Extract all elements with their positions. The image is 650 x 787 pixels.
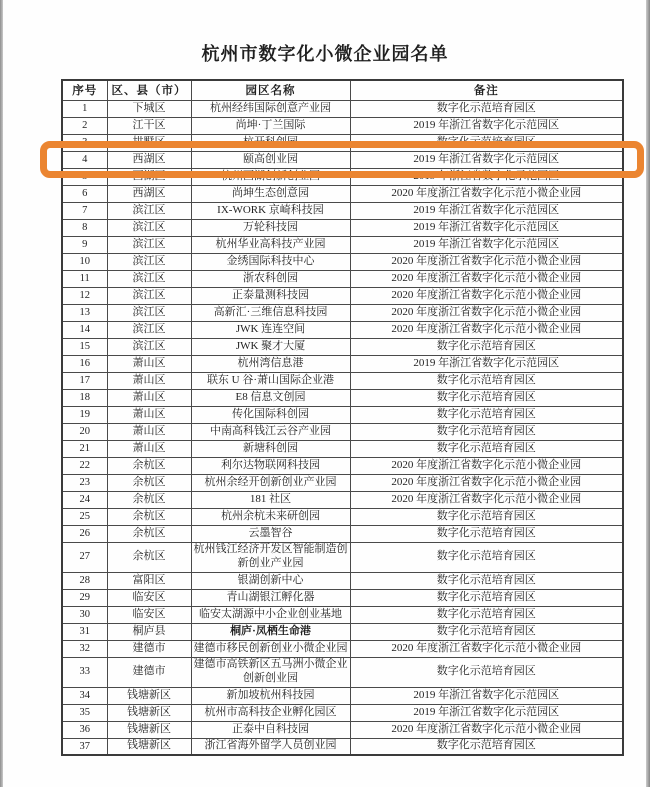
- cell-seq: 3: [62, 134, 107, 151]
- cell-seq: 1: [62, 100, 107, 117]
- page-title: 杭州市数字化小微企业园名单: [201, 44, 449, 64]
- header-park: 园区名称: [191, 80, 350, 100]
- cell-remark: 数字化示范培育园区: [350, 572, 623, 589]
- cell-seq: 8: [62, 219, 107, 236]
- table-row: [62, 287, 623, 304]
- cell-district: 西湖区: [107, 151, 191, 168]
- cell-district: 余杭区: [107, 542, 191, 572]
- cell-district: 西湖区: [107, 185, 191, 202]
- cell-seq: 7: [62, 202, 107, 219]
- cell-district: 萧山区: [107, 423, 191, 440]
- cell-district: 滨江区: [107, 338, 191, 355]
- table-row: [62, 202, 623, 219]
- cell-park: 浙农科创园: [191, 270, 350, 287]
- cell-seq: 20: [62, 423, 107, 440]
- cell-park: 杭州西湖创新创业园: [191, 168, 350, 185]
- table-row: [62, 253, 623, 270]
- cell-district: 临安区: [107, 589, 191, 606]
- table-row: [62, 270, 623, 287]
- cell-remark: 2020 年度浙江省数字化示范小微企业园: [350, 270, 623, 287]
- table-row: [62, 423, 623, 440]
- cell-district: 富阳区: [107, 572, 191, 589]
- cell-district: 余杭区: [107, 457, 191, 474]
- table-row: [62, 372, 623, 389]
- cell-district: 滨江区: [107, 236, 191, 253]
- cell-remark: 2020 年度浙江省数字化示范小微企业园: [350, 253, 623, 270]
- cell-seq: 25: [62, 508, 107, 525]
- table-row: [62, 572, 623, 589]
- cell-park: IX-WORK 京崎科技园: [191, 202, 350, 219]
- cell-remark: 数字化示范培育园区: [350, 372, 623, 389]
- table-row: [62, 151, 623, 168]
- cell-remark: 数字化示范培育园区: [350, 423, 623, 440]
- cell-park: 青山湖银江孵化器: [191, 589, 350, 606]
- cell-remark: 数字化示范培育园区: [350, 338, 623, 355]
- cell-remark: 2020 年度浙江省数字化示范小微企业园: [350, 491, 623, 508]
- cell-district: 钱塘新区: [107, 687, 191, 704]
- cell-park: 尚坤生态创意园: [191, 185, 350, 202]
- cell-seq: 28: [62, 572, 107, 589]
- table-row: [62, 738, 623, 755]
- cell-seq: 18: [62, 389, 107, 406]
- cell-seq: 2: [62, 117, 107, 134]
- table-row: [62, 338, 623, 355]
- cell-district: 滨江区: [107, 287, 191, 304]
- cell-district: 桐庐县: [107, 623, 191, 640]
- cell-remark: 数字化示范培育园区: [350, 389, 623, 406]
- cell-district: 萧山区: [107, 372, 191, 389]
- cell-remark: 2019 年浙江省数字化示范园区: [350, 202, 623, 219]
- cell-park: 云墨智谷: [191, 525, 350, 542]
- cell-park: 杭州余杭未来研创园: [191, 508, 350, 525]
- header-district: 区、县（市）: [107, 80, 191, 100]
- cell-remark: 数字化示范培育园区: [350, 623, 623, 640]
- cell-remark: 2020 年度浙江省数字化示范小微企业园: [350, 321, 623, 338]
- cell-district: 下城区: [107, 100, 191, 117]
- header-remark: 备注: [350, 80, 623, 100]
- table-row: [62, 304, 623, 321]
- cell-remark: 2020 年度浙江省数字化示范小微企业园: [350, 287, 623, 304]
- cell-seq: 16: [62, 355, 107, 372]
- cell-seq: 26: [62, 525, 107, 542]
- cell-district: 钱塘新区: [107, 704, 191, 721]
- table-row: [62, 542, 623, 572]
- parks-table: [61, 79, 624, 756]
- cell-remark: 2019 年浙江省数字化示范园区: [350, 117, 623, 134]
- cell-seq: 15: [62, 338, 107, 355]
- table-row: [62, 389, 623, 406]
- cell-park: 杭州钱江经济开发区智能制造创新创业产业园: [191, 542, 350, 572]
- cell-park: 新加坡杭州科技园: [191, 687, 350, 704]
- cell-district: 余杭区: [107, 508, 191, 525]
- cell-district: 余杭区: [107, 525, 191, 542]
- cell-district: 钱塘新区: [107, 721, 191, 738]
- cell-seq: 14: [62, 321, 107, 338]
- scan-edge-right: [646, 0, 650, 787]
- cell-seq: 34: [62, 687, 107, 704]
- cell-park: 杭州余经开创新创业产业园: [191, 474, 350, 491]
- cell-remark: 2020 年度浙江省数字化示范小微企业园: [350, 640, 623, 657]
- cell-remark: 数字化示范培育园区: [350, 525, 623, 542]
- cell-remark: 2020 年度浙江省数字化示范小微企业园: [350, 457, 623, 474]
- table-row: [62, 687, 623, 704]
- table-row: [62, 657, 623, 687]
- cell-remark: 数字化示范培育园区: [350, 100, 623, 117]
- cell-park: 高新汇·三维信息科技园: [191, 304, 350, 321]
- cell-remark: 数字化示范培育园区: [350, 406, 623, 423]
- cell-district: 拱墅区: [107, 134, 191, 151]
- table-row: [62, 508, 623, 525]
- cell-seq: 37: [62, 738, 107, 755]
- cell-park: 建德市高铁新区五马洲小微企业创新创业园: [191, 657, 350, 687]
- cell-remark: 2020 年度浙江省数字化示范小微企业园: [350, 304, 623, 321]
- cell-seq: 10: [62, 253, 107, 270]
- cell-park: 建德市移民创新创业小微企业园: [191, 640, 350, 657]
- table-row: [62, 491, 623, 508]
- cell-district: 滨江区: [107, 202, 191, 219]
- table-row: [62, 185, 623, 202]
- cell-district: 萧山区: [107, 406, 191, 423]
- cell-remark: 数字化示范培育园区: [350, 657, 623, 687]
- cell-remark: 2019 年浙江省数字化示范园区: [350, 151, 623, 168]
- cell-seq: 24: [62, 491, 107, 508]
- table-row: [62, 606, 623, 623]
- cell-seq: 31: [62, 623, 107, 640]
- cell-seq: 21: [62, 440, 107, 457]
- cell-remark: 2019 年浙江省数字化示范园区: [350, 168, 623, 185]
- cell-seq: 27: [62, 542, 107, 572]
- table-row: [62, 100, 623, 117]
- table-row: [62, 704, 623, 721]
- cell-district: 钱塘新区: [107, 738, 191, 755]
- cell-park: 新塘科创园: [191, 440, 350, 457]
- cell-remark: 2020 年度浙江省数字化示范小微企业园: [350, 474, 623, 491]
- cell-district: 滨江区: [107, 321, 191, 338]
- cell-park: 万轮科技园: [191, 219, 350, 236]
- cell-district: 萧山区: [107, 440, 191, 457]
- cell-park: 杭州湾信息港: [191, 355, 350, 372]
- table-row: [62, 640, 623, 657]
- header-row: [62, 80, 623, 100]
- table-row: [62, 355, 623, 372]
- cell-district: 西湖区: [107, 168, 191, 185]
- cell-park: 正泰量测科技园: [191, 287, 350, 304]
- cell-park: 正泰中自科技园: [191, 721, 350, 738]
- table-row: [62, 168, 623, 185]
- cell-seq: 17: [62, 372, 107, 389]
- table-row: [62, 589, 623, 606]
- cell-remark: 数字化示范培育园区: [350, 134, 623, 151]
- cell-park: 利尔达物联网科技园: [191, 457, 350, 474]
- cell-district: 滨江区: [107, 253, 191, 270]
- cell-seq: 35: [62, 704, 107, 721]
- cell-remark: 2020 年度浙江省数字化示范小微企业园: [350, 721, 623, 738]
- table-row: [62, 219, 623, 236]
- table-row: [62, 623, 623, 640]
- cell-remark: 2019 年浙江省数字化示范园区: [350, 219, 623, 236]
- table-row: [62, 321, 623, 338]
- table-row: [62, 721, 623, 738]
- cell-park: 杭开科创园: [191, 134, 350, 151]
- cell-district: 萧山区: [107, 355, 191, 372]
- table-row: [62, 474, 623, 491]
- cell-seq: 5: [62, 168, 107, 185]
- cell-park: 银湖创新中心: [191, 572, 350, 589]
- cell-park: 181 社区: [191, 491, 350, 508]
- cell-seq: 19: [62, 406, 107, 423]
- cell-remark: 2020 年度浙江省数字化示范小微企业园: [350, 185, 623, 202]
- cell-district: 萧山区: [107, 389, 191, 406]
- cell-seq: 22: [62, 457, 107, 474]
- cell-park: 杭州华业高科技产业园: [191, 236, 350, 253]
- cell-park: JWK 连连空间: [191, 321, 350, 338]
- cell-seq: 4: [62, 151, 107, 168]
- cell-seq: 36: [62, 721, 107, 738]
- table-row: [62, 440, 623, 457]
- table-row: [62, 134, 623, 151]
- cell-district: 滨江区: [107, 219, 191, 236]
- cell-park: 金绣国际科技中心: [191, 253, 350, 270]
- cell-remark: 2019 年浙江省数字化示范园区: [350, 704, 623, 721]
- table-row: [62, 236, 623, 253]
- cell-seq: 32: [62, 640, 107, 657]
- table-row: [62, 525, 623, 542]
- cell-park: 传化国际科创园: [191, 406, 350, 423]
- cell-seq: 13: [62, 304, 107, 321]
- cell-district: 余杭区: [107, 491, 191, 508]
- cell-park: 浙江省海外留学人员创业园: [191, 738, 350, 755]
- cell-park: 杭州经纬国际创意产业园: [191, 100, 350, 117]
- cell-seq: 23: [62, 474, 107, 491]
- cell-park: 桐庐·凤栖生命港: [191, 623, 350, 640]
- cell-seq: 29: [62, 589, 107, 606]
- table-row: [62, 117, 623, 134]
- cell-seq: 11: [62, 270, 107, 287]
- cell-seq: 12: [62, 287, 107, 304]
- cell-remark: 数字化示范培育园区: [350, 440, 623, 457]
- cell-park: 中南高科钱江云谷产业园: [191, 423, 350, 440]
- cell-remark: 数字化示范培育园区: [350, 738, 623, 755]
- cell-park: 颐高创业园: [191, 151, 350, 168]
- cell-remark: 数字化示范培育园区: [350, 606, 623, 623]
- cell-district: 滨江区: [107, 270, 191, 287]
- cell-remark: 数字化示范培育园区: [350, 589, 623, 606]
- cell-park: 联东 U 谷·萧山国际企业港: [191, 372, 350, 389]
- cell-district: 建德市: [107, 657, 191, 687]
- cell-park: 尚坤·丁兰国际: [191, 117, 350, 134]
- table-row: [62, 406, 623, 423]
- table-row: [62, 457, 623, 474]
- cell-park: 杭州市高科技企业孵化园区: [191, 704, 350, 721]
- cell-remark: 2019 年浙江省数字化示范园区: [350, 687, 623, 704]
- cell-remark: 2019 年浙江省数字化示范园区: [350, 236, 623, 253]
- cell-district: 建德市: [107, 640, 191, 657]
- cell-district: 临安区: [107, 606, 191, 623]
- cell-district: 滨江区: [107, 304, 191, 321]
- cell-district: 余杭区: [107, 474, 191, 491]
- cell-seq: 9: [62, 236, 107, 253]
- cell-seq: 33: [62, 657, 107, 687]
- cell-remark: 数字化示范培育园区: [350, 542, 623, 572]
- cell-seq: 6: [62, 185, 107, 202]
- cell-park: E8 信息文创园: [191, 389, 350, 406]
- cell-remark: 数字化示范培育园区: [350, 508, 623, 525]
- cell-district: 江干区: [107, 117, 191, 134]
- cell-remark: 2019 年浙江省数字化示范园区: [350, 355, 623, 372]
- header-seq: 序号: [62, 80, 107, 100]
- table-body: [62, 100, 623, 755]
- scan-edge-left: [0, 0, 3, 787]
- cell-seq: 30: [62, 606, 107, 623]
- cell-park: 临安太湖源中小企业创业基地: [191, 606, 350, 623]
- cell-park: JWK 聚才大厦: [191, 338, 350, 355]
